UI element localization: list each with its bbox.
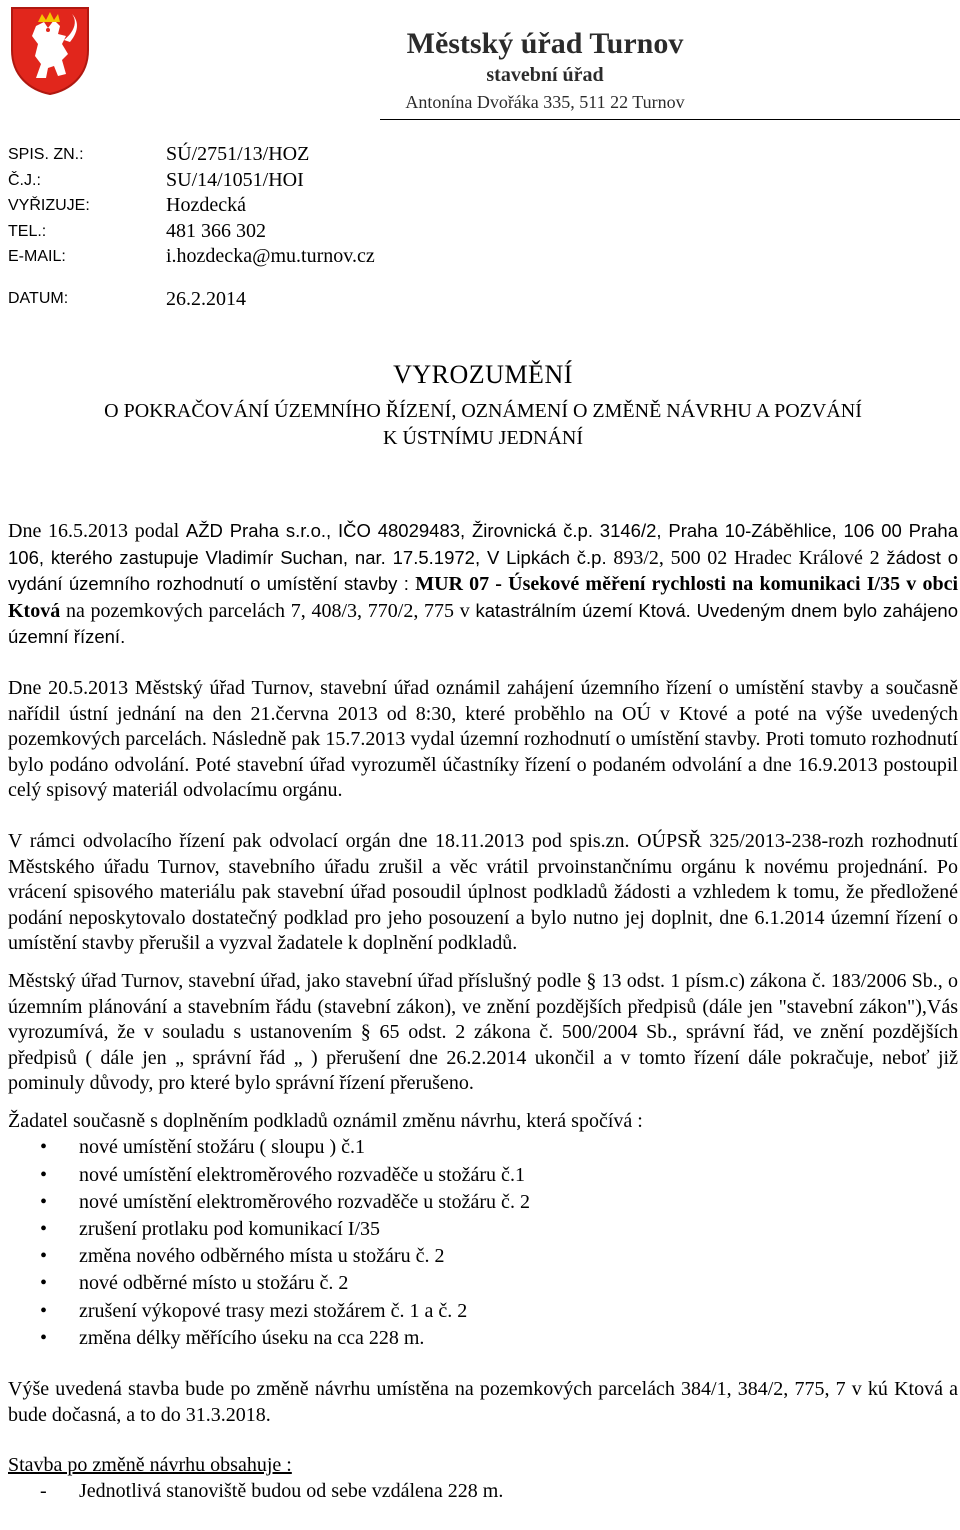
vyrizuje-label: VYŘIZUJE: bbox=[8, 197, 90, 214]
p1-cadastre: katastrálním území Ktová. Uvedeným dnem bylo zahájeno územní řízení. bbox=[8, 599, 959, 648]
tel-value: 481 366 302 bbox=[166, 219, 266, 242]
heading-line-1: O POKRAČOVÁNÍ ÚZEMNÍHO ŘÍZENÍ, OZNÁMENÍ O ZMĚNĚ NÁVRHU A POZVÁNÍ bbox=[104, 400, 862, 422]
spis-row bbox=[8, 142, 375, 168]
cj-label: Č.J.: bbox=[8, 171, 41, 189]
cj-row bbox=[8, 168, 375, 194]
heading-line-2: K ÚSTNÍMU JEDNÁNÍ bbox=[383, 427, 583, 449]
p1-intro: Dne 16.5.2013 podal bbox=[8, 520, 186, 542]
heading-subtitle bbox=[0, 398, 960, 452]
spis-label: SPIS. ZN.: bbox=[8, 146, 84, 163]
list-item: • nové umístění elektroměrového rozvaděče u stožáru č. 2 bbox=[8, 1189, 958, 1216]
change-list bbox=[8, 1134, 958, 1352]
email-row bbox=[8, 244, 375, 270]
list-item: • nové umístění elektroměrového rozvaděče u stožáru č.1 bbox=[8, 1162, 958, 1189]
p1-parcels: na pozemkových parcelách 7, 408/3, 770/2, 775 v bbox=[60, 599, 476, 622]
paragraph-4: Městský úřad Turnov, stavební úřad, jako stavební úřad příslušný podle § 13 odst. 1 písm.c) zákona č. 183/2006 Sb., o územním plánování a stavebním řádu (stavební zákon), ve znění pozdějších předpisů (dále jen "stavební zákon"),Vás vyrozumívá, že v souladu s ustanovením § 65 odst. 2 zákona č. 500/2004 Sb., správní řád, ve znění pozdějších předpisů ( dále jen „ správní řád „ ) přerušení dne 26.2.2014 ukončil a v tomto řízení dále pokračuje, neboť již pominuly důvody, pro které bylo správní řízení přerušeno. bbox=[8, 969, 958, 1095]
list-item: • nové umístění stožáru ( sloupu ) č.1 bbox=[8, 1134, 958, 1161]
list-item: • nové odběrné místo u stožáru č. 2 bbox=[8, 1270, 958, 1297]
document-body bbox=[8, 518, 958, 1504]
vyrizuje-row bbox=[8, 193, 375, 219]
paragraph-1 bbox=[8, 518, 958, 651]
list-item: • změna nového odběrného místa u stožáru č. 2 bbox=[8, 1243, 958, 1270]
p1-applicant: AŽD Praha s.r.o., IČO 48029483, Žirovnická č.p. 3146/2, Praha 10-Záběhlice, 106 00 Praha 106, kterého zastupuje Vladimír Suchan, nar. 17.5.1972, V Lipkách č.p. bbox=[8, 520, 958, 568]
dash-marker: - bbox=[40, 1479, 47, 1502]
document-heading bbox=[0, 358, 960, 452]
date-row bbox=[8, 286, 246, 312]
paragraph-6: Výše uvedená stavba bude po změně návrhu umístěna na pozemkových parcelách 384/1, 384/2, 775, 7 v kú Ktová a bude dočasná, a to do 31.3.2018. bbox=[8, 1378, 958, 1426]
office-address: Antonína Dvořáka 335, 511 22 Turnov bbox=[405, 92, 685, 112]
list-item: • změna délky měřícího úseku na cca 228 m. bbox=[8, 1325, 958, 1352]
email-value: i.hozdecka@mu.turnov.cz bbox=[166, 245, 375, 267]
spis-value: SÚ/2751/13/HOZ bbox=[166, 143, 310, 165]
datum-value: 26.2.2014 bbox=[166, 288, 246, 310]
dash-item-text: Jednotlivá stanoviště budou od sebe vzdálena 228 m. bbox=[79, 1479, 504, 1502]
list-item: • zrušení výkopové trasy mezi stožárem č. 1 a č. 2 bbox=[8, 1298, 958, 1325]
p1-request: žádost o vydání územního rozhodnutí o umístění stavby : bbox=[8, 546, 958, 595]
paragraph-5: Žadatel současně s doplněním podkladů oznámil změnu návrhu, která spočívá : bbox=[8, 1109, 643, 1132]
email-label: E-MAIL: bbox=[8, 248, 66, 265]
header-divider bbox=[380, 119, 960, 120]
office-header bbox=[380, 26, 710, 114]
list-item: • zrušení protlaku pod komunikací I/35 bbox=[8, 1216, 958, 1243]
tel-label: TEL.: bbox=[8, 222, 47, 240]
section-heading-contents: Stavba po změně návrhu obsahuje : bbox=[8, 1454, 292, 1477]
cj-value: SU/14/1051/HOI bbox=[166, 168, 304, 191]
turnov-coat-of-arms-icon bbox=[8, 4, 92, 96]
paragraph-2: Dne 20.5.2013 Městský úřad Turnov, stavební úřad oznámil zahájení územního řízení o umístění stavby a současně nařídil ústní jednání na den 21.června 2013 od 8:30, které proběhlo na OÚ v Ktové a poté na výše uvedených pozemkových parcelách. Následně pak 15.7.2013 vydal územní rozhodnutí o umístění stavby. Proti tomuto rozhodnutí bylo podáno odvolání. Poté stavební úřad vyrozuměl účastníky řízení o podaném odvolání a dne 16.9.2013 postoupil celý spisový materiál odvolacímu orgánu. bbox=[8, 676, 958, 802]
p1-project-name: MUR 07 - Úsekové měření rychlosti na komunikaci I/35 v obci Ktová bbox=[8, 573, 959, 622]
p1-address: 893/2, 500 02 Hradec Králové 2 bbox=[606, 546, 887, 569]
office-subtitle: stavební úřad bbox=[486, 64, 604, 86]
dash-item bbox=[8, 1479, 958, 1505]
vyrizuje-value: Hozdecká bbox=[166, 194, 246, 216]
paragraph-3: V rámci odvolacího řízení pak odvolací orgán dne 18.11.2013 pod spis.zn. OÚPSŘ 325/2013-238-rozh rozhodnutí Městského úřadu Turnov, stavebního úřadu zrušil a věc vrátil prvoinstančnímu orgánu k novému projednání. Po vrácení spisového materiálu pak stavební úřad posoudil úplnost podkladů žádosti a vzhledem k tomu, že předložené podání neposkytovalo dostatečný podklad pro jeho posouzení a bylo nutno jej doplnit, dne 6.1.2014 územní řízení o umístění stavby přerušil a vyzval žadatele k doplnění podkladů. bbox=[8, 829, 958, 955]
tel-row bbox=[8, 219, 375, 245]
datum-label: DATUM: bbox=[8, 290, 69, 307]
heading-title: VYROZUMĚNÍ bbox=[393, 360, 573, 389]
reference-block bbox=[8, 142, 375, 270]
office-title: Městský úřad Turnov bbox=[406, 27, 684, 60]
